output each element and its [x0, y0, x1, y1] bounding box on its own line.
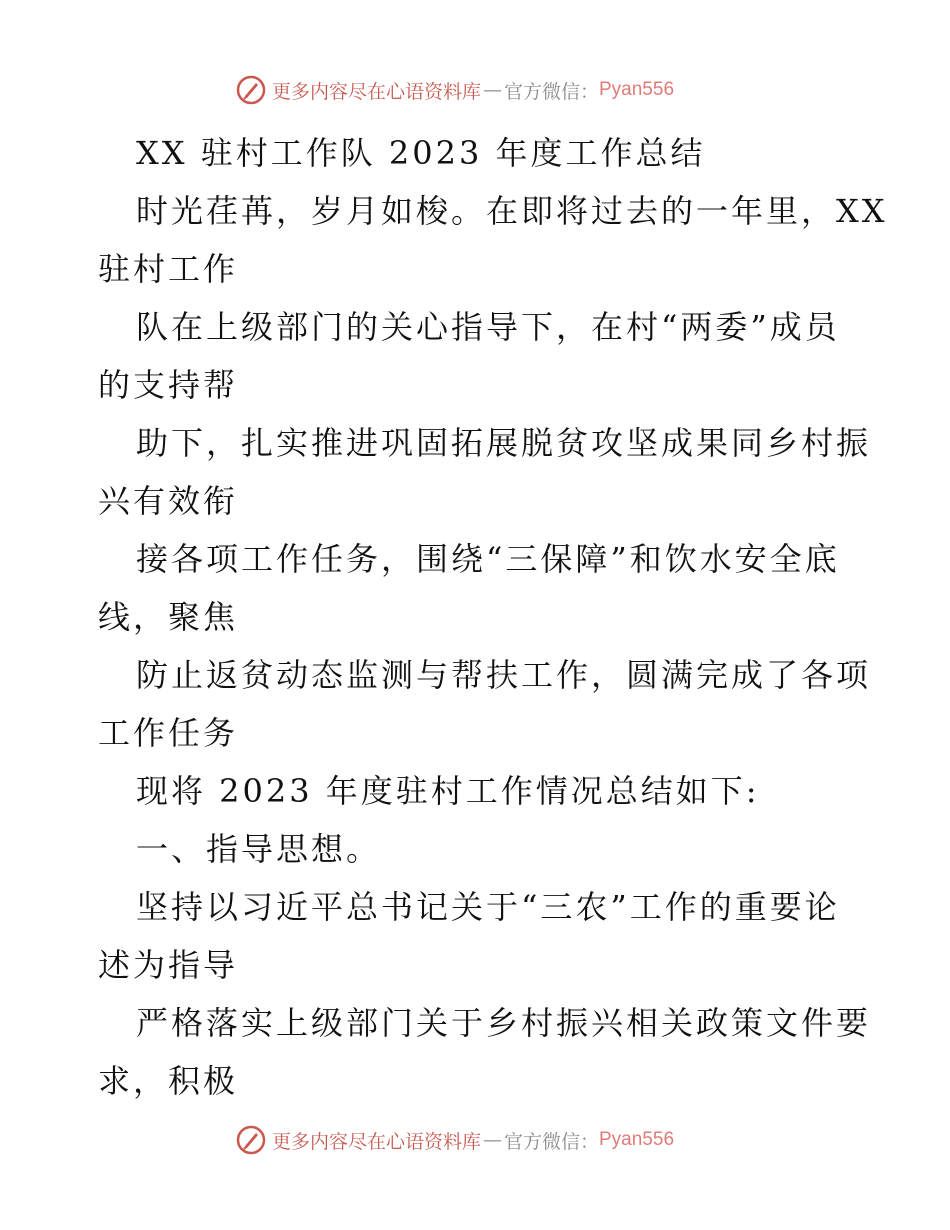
paragraph-line: 接各项工作任务，围绕“三保障”和饮水安全底	[136, 540, 840, 578]
paragraph-line: 兴有效衔	[98, 482, 239, 520]
paragraph-line: 求，积极	[98, 1062, 239, 1100]
watermark-wechat-label: 官方微信：	[503, 80, 599, 103]
watermark-wechat-label: 官方微信：	[503, 1130, 599, 1153]
watermark-separator: —	[482, 1129, 502, 1151]
paragraph-line: 防止返贫动态监测与帮扶工作，圆满完成了各项	[136, 656, 872, 694]
watermark-text: 更多内容尽在心语资料库	[271, 1130, 481, 1153]
watermark-wechat-id: Pyan556	[599, 79, 675, 100]
paragraph-line: 工作任务	[98, 714, 239, 752]
watermark-text: 更多内容尽在心语资料库	[271, 80, 481, 103]
paragraph-line: 线，聚焦	[98, 598, 239, 636]
paragraph-line: 严格落实上级部门关于乡村振兴相关政策文件要	[136, 1004, 872, 1042]
watermark-wechat-id: Pyan556	[599, 1129, 675, 1150]
section-heading: 一、指导思想。	[136, 830, 382, 868]
document-body	[98, 124, 888, 1110]
document-title: XX 驻村工作队 2023 年度工作总结	[136, 134, 706, 172]
paragraph-line: 助下，扎实推进巩固拓展脱贫攻坚成果同乡村振	[136, 424, 872, 462]
paragraph-line: 现将 2023 年度驻村工作情况总结如下:	[136, 772, 760, 810]
watermark-banner-bottom	[0, 1120, 950, 1160]
paragraph-line: 队在上级部门的关心指导下，在村“两委”成员	[136, 308, 840, 346]
quill-logo-icon	[236, 1125, 266, 1155]
paragraph-line: 时光荏苒，岁月如梭。在即将过去的一年里，XX	[136, 192, 888, 230]
paragraph-line: 驻村工作	[98, 250, 239, 288]
watermark-banner-top	[0, 70, 950, 110]
watermark-separator: —	[482, 79, 502, 101]
paragraph-line: 述为指导	[98, 946, 239, 984]
paragraph-line: 坚持以习近平总书记关于“三农”工作的重要论	[136, 888, 840, 926]
paragraph-line: 的支持帮	[98, 366, 239, 404]
quill-logo-icon	[236, 75, 266, 105]
